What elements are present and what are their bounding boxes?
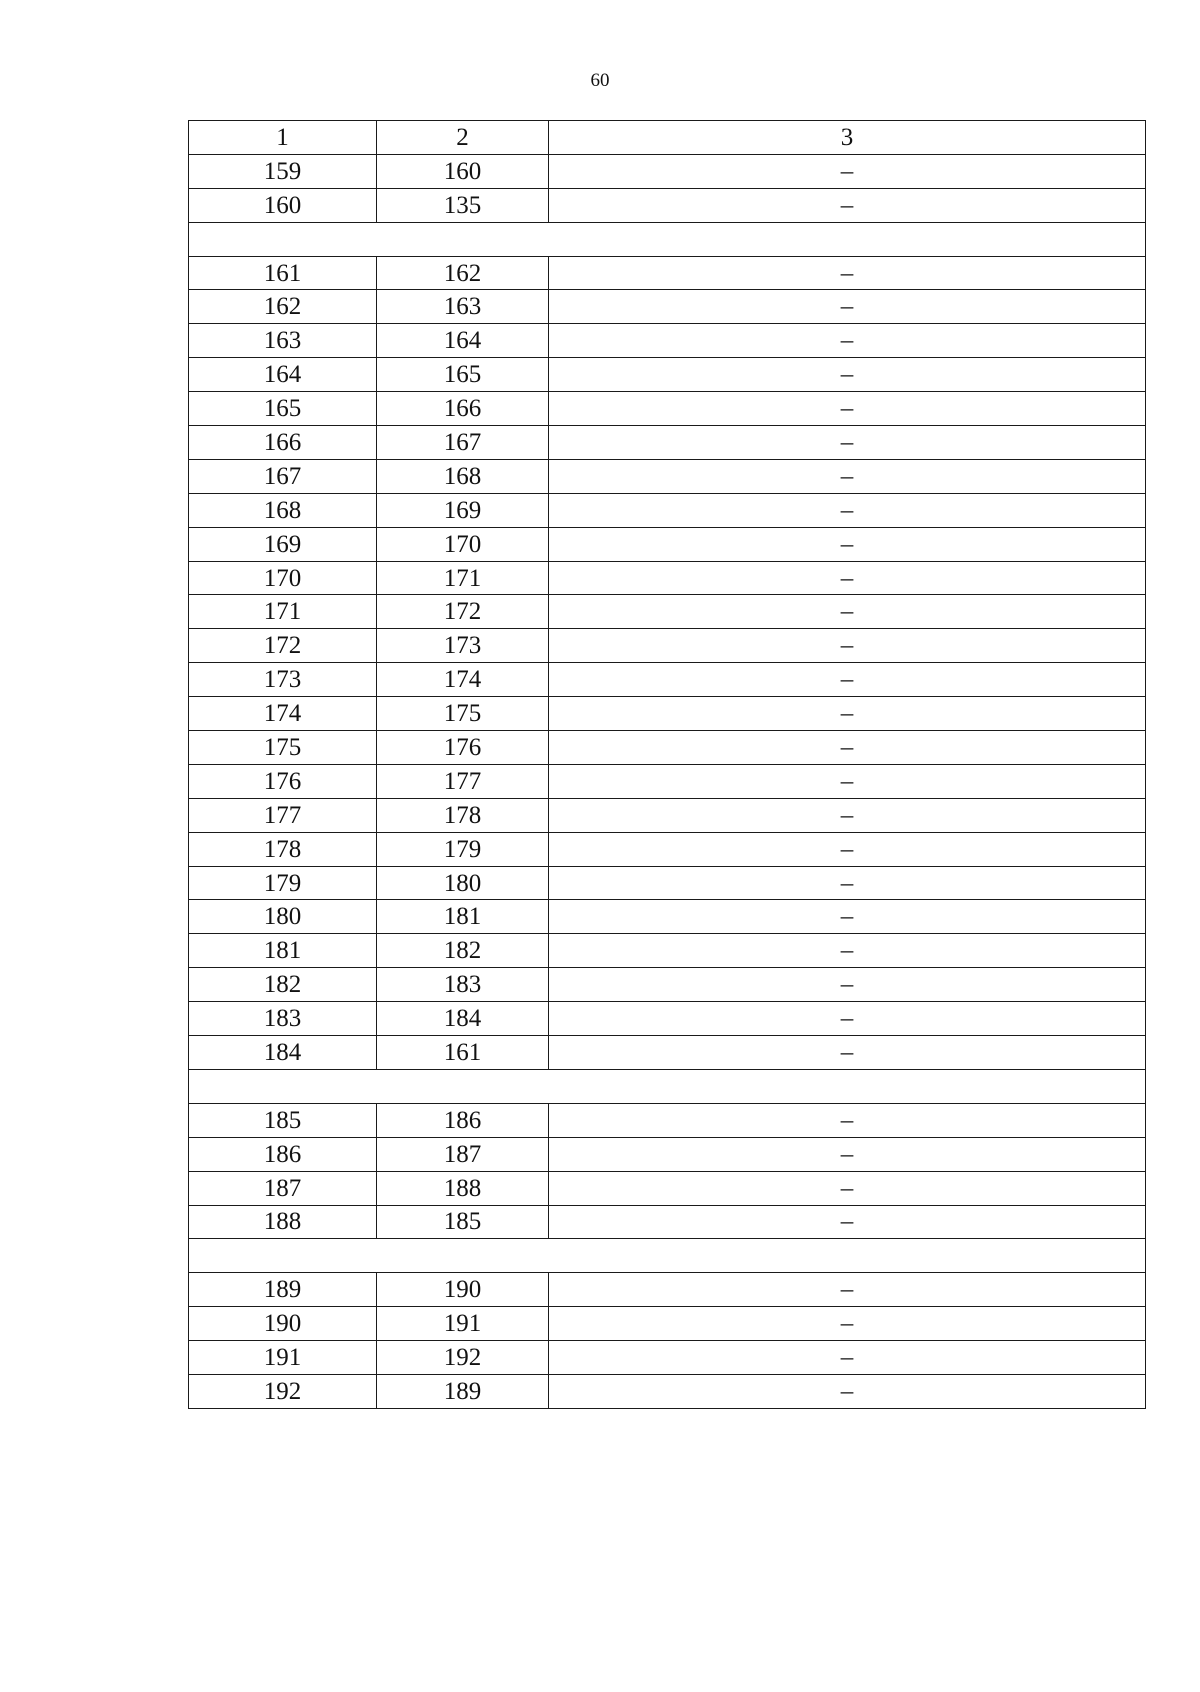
table-row [189,934,1146,968]
table-row [189,764,1146,798]
table-cell: 159 [189,154,377,188]
table-cell: – [549,459,1146,493]
section-separator-row [189,1069,1146,1103]
table-row [189,663,1146,697]
separator-cell [189,1069,1146,1103]
table-cell: – [549,697,1146,731]
table-cell: 176 [377,731,549,765]
table-cell: – [549,764,1146,798]
table-row [189,798,1146,832]
column-header: 2 [377,121,549,155]
table-row [189,900,1146,934]
table-cell: 185 [377,1205,549,1239]
table-cell: 170 [189,561,377,595]
table-cell: 165 [189,392,377,426]
table-cell: 175 [189,731,377,765]
table-row [189,290,1146,324]
table-cell: 179 [377,832,549,866]
table-cell: 175 [377,697,549,731]
table-cell: – [549,900,1146,934]
table-cell: 165 [377,358,549,392]
table-cell: 183 [377,968,549,1002]
table-cell: 169 [189,527,377,561]
separator-cell [189,1239,1146,1273]
table-row [189,1273,1146,1307]
table-cell: 181 [189,934,377,968]
table-cell: 189 [189,1273,377,1307]
table-cell: 184 [189,1036,377,1070]
table-row [189,866,1146,900]
table-cell: 161 [377,1036,549,1070]
column-header: 1 [189,121,377,155]
table-cell: – [549,832,1146,866]
table-row [189,561,1146,595]
table-cell: – [549,1307,1146,1341]
table-cell: – [549,493,1146,527]
data-table [188,120,1146,1409]
table-cell: 182 [377,934,549,968]
table-cell: – [549,154,1146,188]
table-row [189,595,1146,629]
table-header-row [189,121,1146,155]
table-cell: 191 [189,1341,377,1375]
table-row [189,1341,1146,1375]
table-cell: – [549,561,1146,595]
table-row [189,459,1146,493]
table-cell: 166 [189,426,377,460]
table-cell: 191 [377,1307,549,1341]
table-cell: – [549,1273,1146,1307]
table-cell: 173 [377,629,549,663]
table-cell: – [549,324,1146,358]
table-cell: 178 [377,798,549,832]
table-cell: 189 [377,1374,549,1408]
table-cell: 183 [189,1002,377,1036]
table-cell: – [549,1137,1146,1171]
table-cell: – [549,629,1146,663]
table-row [189,1103,1146,1137]
table-cell: 177 [377,764,549,798]
table-cell: 160 [189,188,377,222]
table-cell: – [549,426,1146,460]
table-row [189,1002,1146,1036]
table-cell: – [549,866,1146,900]
table-cell: 135 [377,188,549,222]
table-cell: – [549,290,1146,324]
table-cell: 168 [189,493,377,527]
table-row [189,832,1146,866]
table-cell: 173 [189,663,377,697]
column-header: 3 [549,121,1146,155]
table-cell: 176 [189,764,377,798]
table-cell: 164 [189,358,377,392]
table-cell: 186 [189,1137,377,1171]
table-cell: 166 [377,392,549,426]
table-cell: 180 [377,866,549,900]
table-cell: 172 [189,629,377,663]
table-row [189,188,1146,222]
table-row [189,1171,1146,1205]
table-row [189,731,1146,765]
table-cell: 172 [377,595,549,629]
table-row [189,392,1146,426]
table-row [189,527,1146,561]
table-cell: 163 [377,290,549,324]
table-cell: – [549,968,1146,1002]
table-cell: 180 [189,900,377,934]
table-row [189,1374,1146,1408]
table-cell: 167 [189,459,377,493]
table-cell: – [549,1374,1146,1408]
table-row [189,426,1146,460]
section-separator-row [189,1239,1146,1273]
table-row [189,324,1146,358]
table-row [189,697,1146,731]
table-row [189,1307,1146,1341]
table-cell: 174 [189,697,377,731]
table-cell: – [549,1341,1146,1375]
table-cell: 162 [189,290,377,324]
table-cell: 164 [377,324,549,358]
table-cell: – [549,358,1146,392]
table-row [189,358,1146,392]
table-row [189,256,1146,290]
table-cell: – [549,256,1146,290]
table-cell: – [549,934,1146,968]
table-cell: 190 [189,1307,377,1341]
table-cell: – [549,1103,1146,1137]
table-cell: 178 [189,832,377,866]
table-cell: 188 [377,1171,549,1205]
table-cell: – [549,798,1146,832]
table-cell: 171 [377,561,549,595]
table-cell: 177 [189,798,377,832]
table-cell: – [549,527,1146,561]
table-cell: 162 [377,256,549,290]
table-row [189,154,1146,188]
table-cell: – [549,663,1146,697]
table-cell: 190 [377,1273,549,1307]
table-cell: 181 [377,900,549,934]
table-cell: – [549,1036,1146,1070]
table-row [189,1137,1146,1171]
page-number: 60 [590,70,610,91]
table-cell: 186 [377,1103,549,1137]
table-cell: 174 [377,663,549,697]
table-cell: 182 [189,968,377,1002]
table-cell: 187 [189,1171,377,1205]
table-cell: 169 [377,493,549,527]
table-cell: – [549,731,1146,765]
table-cell: – [549,595,1146,629]
table-cell: 168 [377,459,549,493]
table-cell: 161 [189,256,377,290]
separator-cell [189,222,1146,256]
table-body [189,121,1146,1409]
table-cell: 187 [377,1137,549,1171]
table-cell: – [549,1205,1146,1239]
table-cell: – [549,1171,1146,1205]
table-cell: 167 [377,426,549,460]
table-cell: 192 [377,1341,549,1375]
table-cell: – [549,392,1146,426]
table-row [189,1205,1146,1239]
table-cell: 170 [377,527,549,561]
table-row [189,968,1146,1002]
table-cell: 163 [189,324,377,358]
table-cell: 179 [189,866,377,900]
table-cell: 184 [377,1002,549,1036]
table-cell: 192 [189,1374,377,1408]
table-row [189,629,1146,663]
table-cell: 188 [189,1205,377,1239]
table-row [189,493,1146,527]
table-cell: 185 [189,1103,377,1137]
table-cell: 171 [189,595,377,629]
table-row [189,1036,1146,1070]
table-cell: – [549,1002,1146,1036]
section-separator-row [189,222,1146,256]
table-cell: 160 [377,154,549,188]
table-cell: – [549,188,1146,222]
